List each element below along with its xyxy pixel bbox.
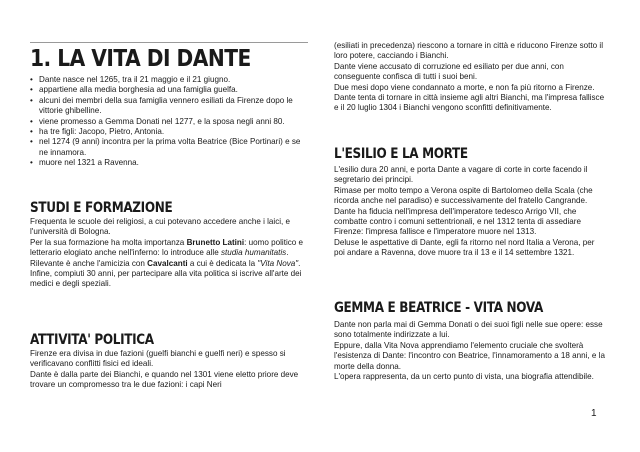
paragraph: Dante è dalla parte dei Bianchi, e quando nel 1301 viene eletto priore deve trovare un compromesso tra le due fazioni: i capi Neri (30, 369, 299, 390)
heading-esilio: L'ESILIO E LA MORTE (334, 146, 468, 162)
paragraph: Dante tenta di tornare in città insieme agli altri Bianchi, ma l'impresa fallisce e il 20 luglio 1304 i Bianchi vengono sconfitti definitivamente. (334, 93, 605, 113)
heading-politica: ATTIVITA' POLITICA (30, 332, 154, 348)
name-cavalcanti: Cavalcanti (147, 258, 188, 268)
page-title: 1. LA VITA DI DANTE (30, 44, 251, 72)
paragraph: Due mesi dopo viene condannato a morte, e non fa più ritorno a Firenze. (334, 82, 595, 92)
title-rule (30, 42, 308, 43)
paragraph: Frequenta le scuole dei religiosi, a cui potevano accedere anche i laici, e l'università di Bologna. (30, 217, 291, 237)
esilio-section (334, 165, 606, 259)
page-number: 1 (591, 408, 597, 419)
gemma-section (334, 320, 606, 382)
paragraph: Per la sua formazione ha molta importanza Brunetto Latini: uomo politico e letterario elogiato anche nell'inferno: lo introduce alle studia humanitatis. (30, 237, 304, 258)
list-item: • nel 1274 (9 anni) incontra per la prima volta Beatrice (Bice Portinari) e se ne innamora. (30, 137, 308, 158)
paragraph: Dante ha fiducia nell'impresa dell'imperatore tedesco Arrigo VII, che combatte contro i comuni settentrionali, e nel 1312 tenta di assediare Firenze: l'impresa fallisce e l'imperatore muore nel 1313. (334, 206, 582, 237)
studi-section (30, 217, 308, 290)
politica-continued (334, 41, 606, 114)
name-brunetto-latini: Brunetto Latini (186, 237, 245, 247)
paragraph: L'opera rappresenta, da un certo punto di vista, una biografia attendibile. (334, 372, 594, 382)
heading-gemma: GEMMA E BEATRICE - VITA NOVA (334, 300, 543, 316)
politica-section (30, 349, 308, 391)
paragraph: Dante viene accusato di corruzione ed esiliato per due anni, con conseguente confisca di tutti i suoi beni. (334, 61, 564, 82)
paragraph: (esiliati in precedenza) riescono a tornare in città e riducono Firenze sotto il loro potere, cacciando i Bianchi. (334, 41, 604, 61)
heading-studi: STUDI E FORMAZIONE (30, 200, 173, 216)
list-item: • ha tre figli: Jacopo, Pietro, Antonia. (30, 127, 308, 137)
paragraph: Infine, compiuti 30 anni, per partecipare alla vita politica si iscrive all'arte dei medici e degli speziali. (30, 269, 302, 289)
paragraph: Deluse le aspettative di Dante, egli fa ritorno nel nord Italia a Verona, per poi andare a Ravenna, dove muore tra il 13 e il 14 settembre 1321. (334, 237, 595, 258)
list-item: • Dante nasce nel 1265, tra il 21 maggio e il 21 giugno. (30, 75, 308, 85)
list-item: • appartiene alla media borghesia ad una famiglia guelfa. (30, 85, 308, 95)
list-item: • alcuni dei membri della sua famiglia vennero esiliati da Firenze dopo le vittorie ghibelline. (30, 96, 308, 117)
list-item: • viene promesso a Gemma Donati nel 1277, e la sposa negli anni 80. (30, 117, 308, 127)
list-item: • muore nel 1321 a Ravenna. (30, 158, 308, 168)
paragraph: Dante non parla mai di Gemma Donati o dei suoi figli nelle sue opere: esse sono totalmente indirizzate a lui. (334, 320, 603, 340)
bio-bullet-list (30, 75, 308, 169)
paragraph: Rilevante è anche l'amicizia con Cavalcanti a cui è dedicata la "Vita Nova". (30, 258, 301, 268)
paragraph: Firenze era divisa in due fazioni (guelfi bianchi e guelfi neri) e spesso si verificavano conflitti fisici ed ideali. (30, 349, 286, 369)
paragraph: Rimase per molto tempo a Verona ospite di Bartolomeo della Scala (che ricorda anche nel paradiso) e successivamente del fratello Cangrande. (334, 185, 593, 206)
paragraph: Eppure, dalla Vita Nova apprendiamo l'elemento cruciale che svolterà l'esistenza di Dante: l'incontro con Beatrice, l'innamoramento a 18 anni, e la morte della donna. (334, 340, 605, 371)
paragraph: L'esilio dura 20 anni, e porta Dante a vagare di corte in corte facendo il segretario dei principi. (334, 165, 588, 185)
